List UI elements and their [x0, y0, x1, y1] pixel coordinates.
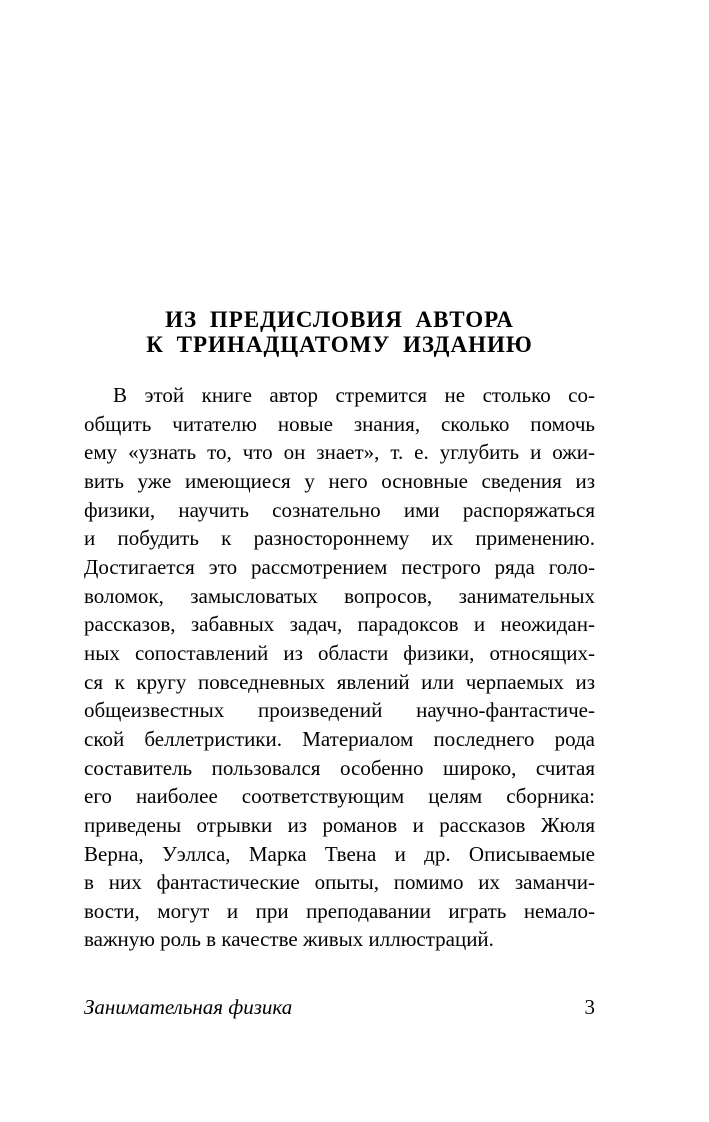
page-number: 3 [584, 995, 595, 1019]
text-line: Достигается это рассмотрением пестрого ряда голо- [84, 554, 595, 579]
text-line: рассказов, забавных задач, парадоксов и неожидан- [84, 612, 595, 637]
text-line: вости, могут и при преподавании играть немало- [84, 898, 595, 923]
chapter-heading-line-1: ИЗ ПРЕДИСЛОВИЯ АВТОРА [165, 307, 514, 332]
running-title: Занимательная физика [84, 995, 293, 1019]
text-line: физики, научить сознательно ими распоряжаться [84, 497, 595, 522]
text-line: ных сопоставлений из области физики, относящих- [84, 640, 595, 665]
text-line: воломок, замысловатых вопросов, занимательных [84, 583, 595, 608]
text-line: ся к кругу повседневных явлений или черпаемых из [84, 669, 595, 694]
page-footer [84, 995, 595, 1019]
text-line: В этой книге автор стремится не столько со- [113, 383, 595, 407]
text-line: в них фантастические опыты, помимо их заманчи- [84, 870, 595, 895]
body-paragraph [84, 381, 595, 954]
chapter-heading-line-2: К ТРИНАДЦАТОМУ ИЗДАНИЮ [146, 332, 533, 357]
text-line: ему «узнать то, что он знает», т. е. углубить и ожи- [84, 440, 595, 465]
text-line: общеизвестных произведений научно-фантастиче- [84, 698, 595, 723]
text-line: приведены отрывки из романов и рассказов Жюля [84, 812, 595, 837]
text-line: общить читателю новые знания, сколько помочь [84, 411, 595, 436]
text-line: важную роль в качестве живых иллюстраций. [84, 927, 494, 952]
text-line: составитель пользовался особенно широко, считая [84, 755, 595, 780]
text-line: и побудить к разностороннему их применению. [84, 526, 595, 551]
text-line: вить уже имеющиеся у него основные сведения из [84, 468, 595, 493]
chapter-heading [84, 307, 595, 357]
text-line: ской беллетристики. Материалом последнего рода [84, 726, 595, 751]
text-line: Верна, Уэллса, Марка Твена и др. Описываемые [84, 841, 595, 866]
text-line: его наиболее соответствующим целям сборника: [84, 784, 595, 809]
